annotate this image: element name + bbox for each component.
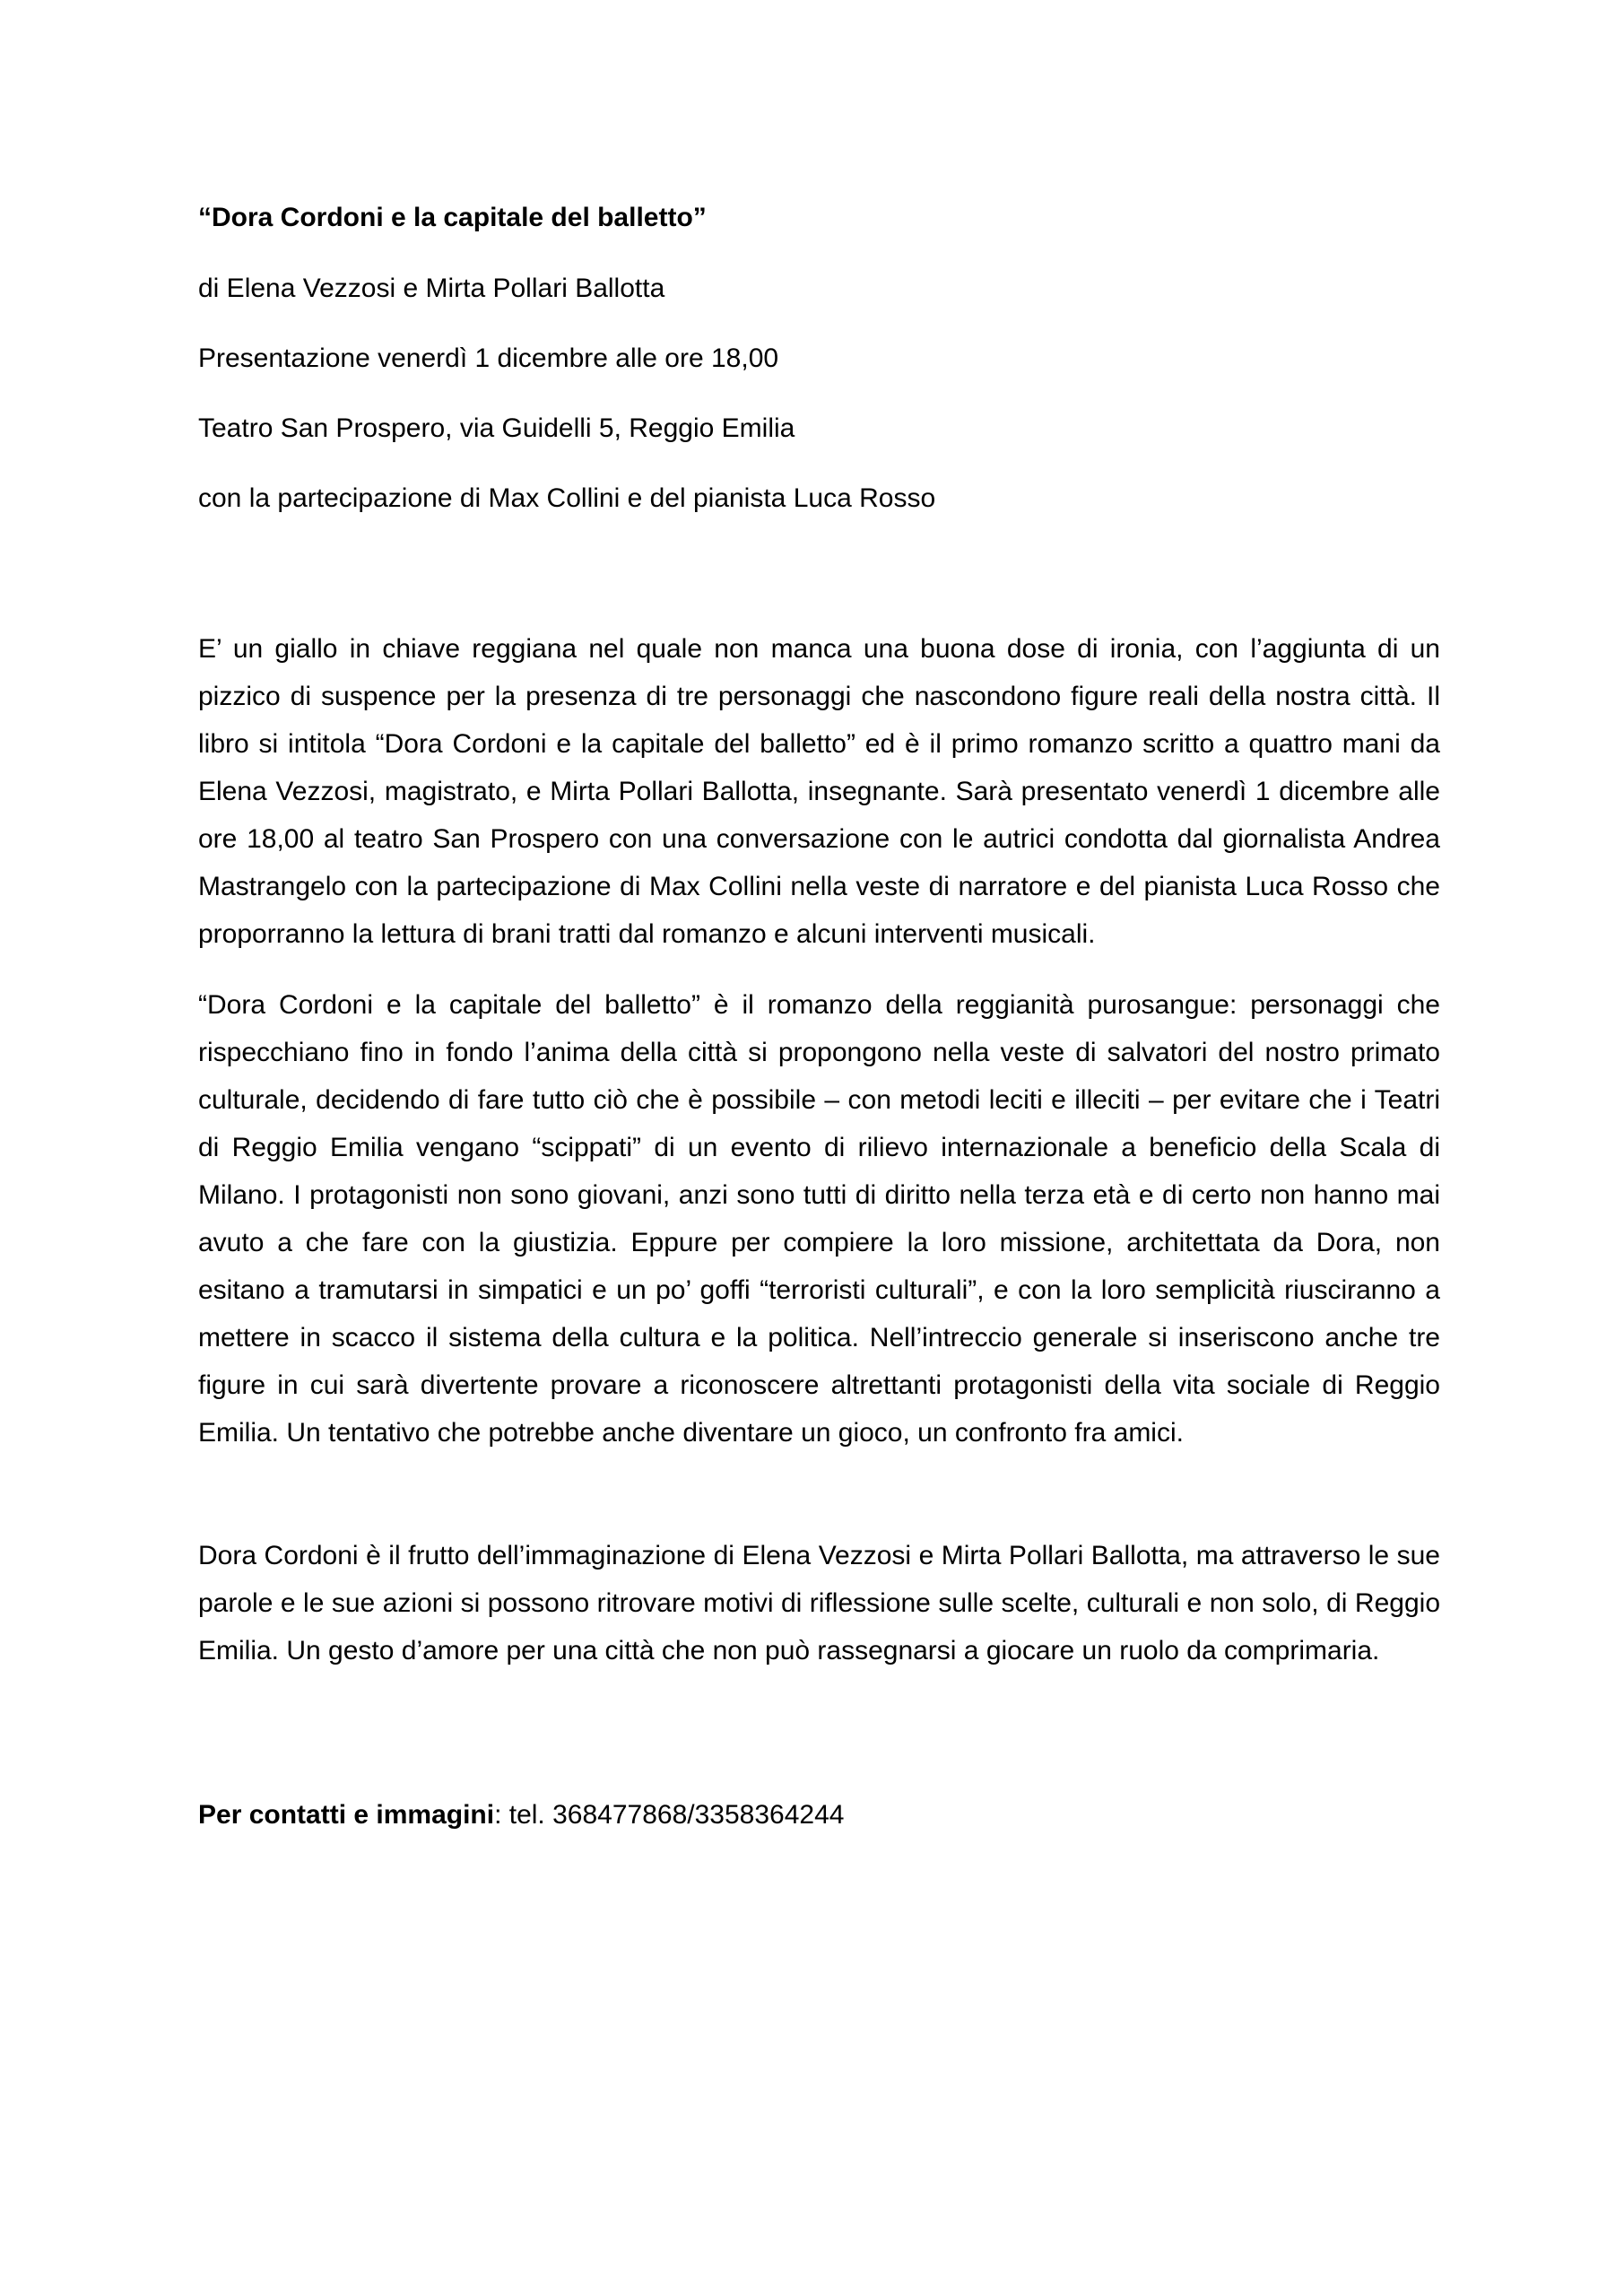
body-paragraph-3: Dora Cordoni è il frutto dell’immaginazione di Elena Vezzosi e Mirta Pollari Ballotta, ma attraverso le sue parole e le sue azioni si possono ritrovare motivi di riflessione sulle scelte, culturali e non solo, di Reggio Emilia. Un gesto d’amore per una città che non può rassegnarsi a giocare un ruolo da comprimaria.	[198, 1541, 1440, 1665]
document-title: “Dora Cordoni e la capitale del balletto”	[198, 203, 707, 232]
body-paragraph-2: “Dora Cordoni e la capitale del balletto” è il romanzo della reggianità purosangue: personaggi che rispecchiano fino in fondo l’anima della città si propongono nella veste di salvatori del nostro primato culturale, decidendo di fare tutto ciò che è possibile – con metodi leciti e illeciti – per evitare che i Teatri di Reggio Emilia vengano “scippati” di un evento di rilievo internazionale a beneficio della Scala di Milano. I protagonisti non sono giovani, anzi sono tutti di diritto nella terza età e di certo non hanno mai avuto a che fare con la giustizia. Eppure per compiere la loro missione, architettata da Dora, non esitano a tramutarsi in simpatici e un po’ goffi “terroristi culturali”, e con la loro semplicità riusciranno a mettere in scacco il sistema della cultura e la politica. Nell’intreccio generale si inseriscono anche tre figure in cui sarà divertente provare a riconoscere altrettanti protagonisti della vita sociale di Reggio Emilia. Un tentativo che potrebbe anche diventare un gioco, un confronto fra amici.	[198, 990, 1440, 1448]
presentation-line: Presentazione venerdì 1 dicembre alle ore 18,00	[198, 344, 779, 373]
venue-line: Teatro San Prospero, via Guidelli 5, Reggio Emilia	[198, 413, 795, 443]
contacts-line	[198, 1791, 1440, 1839]
contacts-phone: tel. 368477868/3358364244	[508, 1800, 845, 1830]
authors-line: di Elena Vezzosi e Mirta Pollari Ballotta	[198, 274, 665, 303]
body-paragraph-1: E’ un giallo in chiave reggiana nel quale non manca una buona dose di ironia, con l’aggiunta di un pizzico di suspence per la presenza di tre personaggi che nascondono figure reali della nostra città. Il libro si intitola “Dora Cordoni e la capitale del balletto” ed è il primo romanzo scritto a quattro mani da Elena Vezzosi, magistrato, e Mirta Pollari Ballotta, insegnante. Sarà presentato venerdì 1 dicembre alle ore 18,00 al teatro San Prospero con una conversazione con le autrici condotta dal giornalista Andrea Mastrangelo con la partecipazione di Max Collini nella veste di narratore e del pianista Luca Rosso che proporranno la lettura di brani tratti dal romanzo e alcuni interventi musicali.	[198, 634, 1440, 949]
contacts-label: Per contatti e immagini	[198, 1800, 495, 1830]
participation-line: con la partecipazione di Max Collini e del pianista Luca Rosso	[198, 483, 936, 513]
contacts-separator: :	[494, 1800, 509, 1830]
